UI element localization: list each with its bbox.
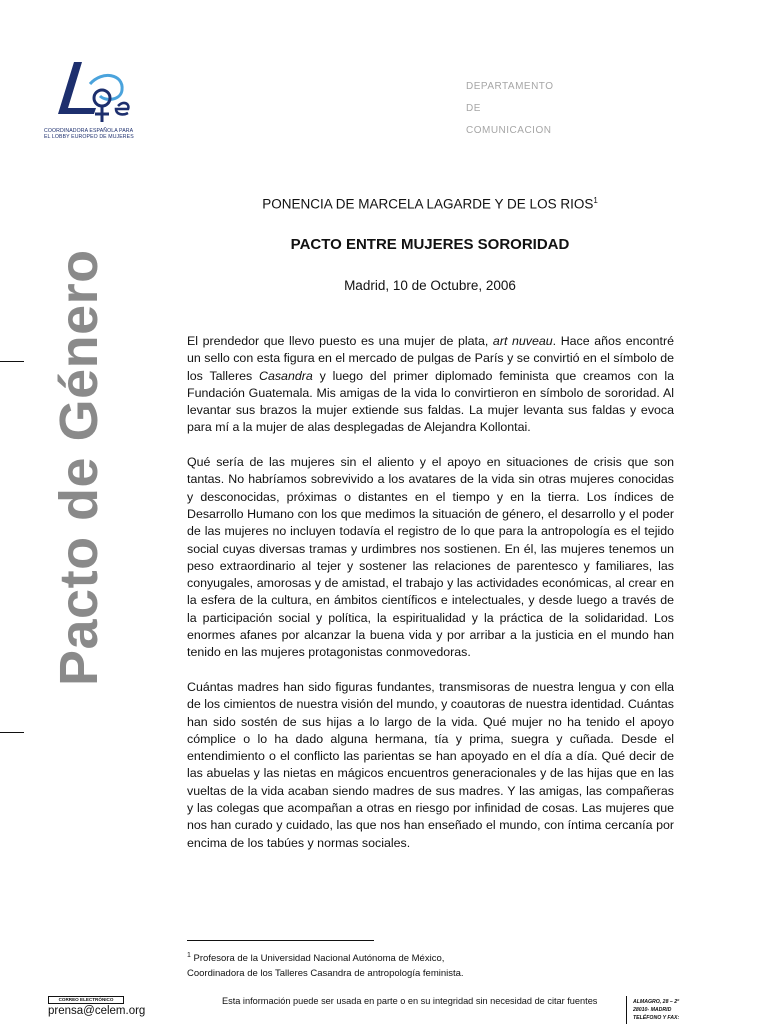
- document-date: Madrid, 10 de Octubre, 2006: [344, 278, 516, 293]
- postal-address: ALMAGRO, 28 – 2º 28010- MADRID TELÉFONO Y FAX:: [633, 999, 680, 1021]
- footnote-rule: [187, 940, 374, 941]
- paragraph: El prendedor que llevo puesto es una mujer de plata, art nuveau. Hace años encontré un sello con esta figura en el mercado de pulgas de París y se convirtió en el símbolo de los Talleres Casandra y luego del primer diplomado feminista que creamos con la Fundación Guatemala. Mis amigas de la vida lo convirtieron en símbolo de sororidad. Al levantar sus brazos la mujer extiende sus faldas. La mujer levanta sus faldas y evoca para mí a la mujer de alas desplegadas de Alejandra Kollontai.: [187, 334, 674, 435]
- celem-logo: [44, 56, 144, 146]
- body-text: [187, 333, 674, 869]
- vertical-title: Pacto de Género: [49, 249, 109, 686]
- ponencia-line: PONENCIA DE MARCELA LAGARDE Y DE LOS RIOS$^1$: [262, 196, 598, 212]
- paragraph: Cuántas madres han sido figuras fundantes, transmisoras de nuestra lengua y con ella de los cimientos de nuestra visión del mundo, y coautoras de nuestra identidad. Cuántas han sido sostén de sus hijas a lo largo de la vida. Qué mujer no ha tenido el apoyo cómplice o lo ha dado alguna hermana, tía y prima, suegra y cuñada. Desde el entendimiento o el conflicto las parientas se han apoyado en el día a día. Qué decir de las abuelas y las nietas en mágicos encuentros generacionales y de las hijas que en las vueltas de la vida acaban siendo madres de sus madres. Y las amigas, las compañeras y las colegas que acompañan a otras en riesgo por infinidad de cosas. Las mujeres que nos han curado y cuidado, las que nos han enseñado el mundo, con íntima cercanía por encima de los tabúes y normas sociales.: [187, 679, 674, 850]
- paragraph: Qué sería de las mujeres sin el aliento y el apoyo en situaciones de crisis que son tantas. No habríamos sobrevivido a los avatares de la vida sin otras mujeres conocidas y desconocidas, próximas o distantes en el tiempo y en la tierra. Los índices de Desarrollo Humano con los que medimos la situación de género, el desarrollo y el poder de las mujeres no incluyen todavía el registro de lo que para la antropología es el tejido social cuyas diversas tramas y urdimbres nos sostienen. En él, las mujeres tenemos un peso extraordinario al tejer y sostener las relaciones de parentesco y familiares, las conyugales, amorosas y de amistad, el trabajo y las actividades económicas, al crear en la esfera de la cultura, en ámbitos científicos e intelectuales, y desde luego a través de la participación social y política, la espiritualidad y la práctica de la solidaridad. Los enormes afanes por alcanzar la buena vida y por arribar a la justicia en el mundo han tenido en las mujeres protagonistas conmovedoras.: [187, 455, 674, 660]
- disclaimer: Esta información puede ser usada en parte o en su integridad sin necesidad de citar fuentes: [222, 996, 598, 1006]
- side-rule: [0, 361, 24, 362]
- document-title: PACTO ENTRE MUJERES SORORIDAD: [290, 236, 570, 253]
- footnote: $^1$ Profesora de la Universidad Nacional Autónoma de México, Coordinadora de los Talleres Casandra de antropología feminista.: [187, 952, 464, 980]
- side-rule: [0, 732, 24, 733]
- email-label: CORREO ELECTRÓNICO: [48, 996, 124, 1004]
- logo-caption: COORDINADORA ESPAÑOLA PARA EL LOBBY EUROPEO DE MUJERES: [44, 128, 134, 140]
- address-rule: [626, 996, 627, 1024]
- celem-logo-icon: [50, 56, 132, 128]
- email-link[interactable]: prensa@celem.org: [48, 1005, 146, 1017]
- footnote-ref: 1: [593, 196, 598, 205]
- department-label: DEPARTAMENTO DE COMUNICACION: [466, 81, 554, 136]
